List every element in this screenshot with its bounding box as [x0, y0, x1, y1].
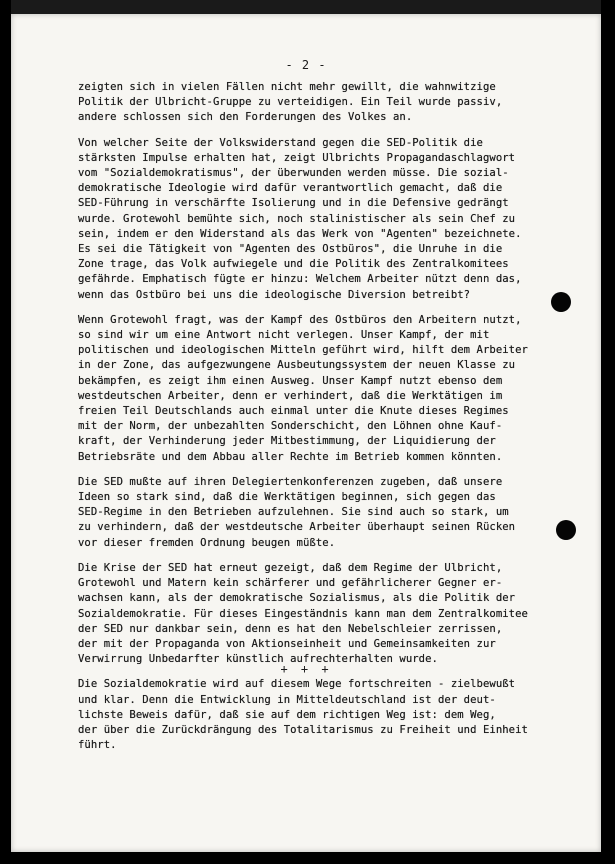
text-line: mit der Norm, der unbezahlten Sonderschicht, den Löhnen ohne Kauf- [78, 420, 503, 433]
text-line: der SED nur dankbar sein, denn es hat den Nebelschleier zerrissen, [78, 622, 503, 635]
paragraph [78, 80, 578, 126]
text-line: gefährde. Emphatisch fügte er hinzu: Welchem Arbeiter nützt denn das, [78, 273, 522, 286]
paragraph [78, 136, 578, 303]
text-line: Von welcher Seite der Volkswiderstand gegen die SED-Politik die [78, 136, 483, 149]
text-line: Zone trage, das Volk aufwiegele und die Politik des Zentralkomitees [78, 258, 509, 271]
text-line: wachsen kann, als der demokratische Sozialismus, als die Politik der [78, 592, 516, 605]
text-line: zu verhindern, daß der westdeutsche Arbeiter überhaupt seinen Rücken [78, 521, 516, 534]
scan-border-left [0, 0, 11, 864]
document-body [78, 80, 578, 763]
text-line: vom "Sozialdemokratismus", der überwunden werden müsse. Die sozial- [78, 167, 509, 180]
text-line: lichste Beweis dafür, daß sie auf dem richtigen Weg ist: dem Weg, [78, 708, 496, 721]
text-line: politischen und ideologischen Mitteln geführt wird, hilft dem Arbeiter [78, 344, 528, 357]
text-line: andere schlossen sich den Forderungen des Volkes an. [78, 111, 413, 124]
text-line: freien Teil Deutschlands auch einmal unter die Knute dieses Regimes [78, 405, 509, 418]
text-line: wurde. Grotewohl bemühte sich, noch stalinistischer als sein Chef zu [78, 212, 516, 225]
text-line: Sozialdemokratie. Für dieses Eingeständnis kann man dem Zentralkomitee [78, 607, 528, 620]
text-line: bekämpfen, es zeigt ihm einen Ausweg. Unser Kampf nutzt ebenso dem [78, 374, 503, 387]
text-line: Grotewohl und Matern kein schärferer und gefährlicherer Gegner er- [78, 577, 503, 590]
text-line: Betriebsräte und dem Abbau aller Rechte im Betrieb kommen könnten. [78, 450, 503, 463]
text-line: Es sei die Tätigkeit von "Agenten des Ostbüros", die Unruhe in die [78, 243, 503, 256]
text-line: westdeutschen Arbeiter, denn er verhindert, daß die Werktätigen im [78, 389, 503, 402]
text-line: wenn das Ostbüro bei uns die ideologische Diversion betreibt? [78, 288, 471, 301]
text-line: Die Krise der SED hat erneut gezeigt, daß dem Regime der Ulbricht, [78, 561, 503, 574]
paragraph [78, 475, 578, 551]
text-line: stärksten Impulse erhalten hat, zeigt Ulbrichts Propagandaschlagwort [78, 151, 516, 164]
punch-hole-icon [551, 292, 571, 312]
text-line: kraft, der Verhinderung jeder Mitbestimmung, der Liquidierung der [78, 435, 496, 448]
document-page [11, 14, 601, 852]
text-line: der mit der Propaganda von Aktionseinheit und Gemeinsamkeiten zur [78, 637, 496, 650]
text-line: Ideen so stark sind, daß die Werktätigen beginnen, sich gegen das [78, 491, 496, 504]
scan-border-right [601, 0, 615, 864]
text-line: vor dieser fremden Ordnung beugen müßte. [78, 536, 336, 549]
text-line: SED-Regime in den Betrieben aufzulehnen. Sie sind auch so stark, um [78, 506, 509, 519]
text-line: Wenn Grotewohl fragt, was der Kampf des Ostbüros den Arbeitern nutzt, [78, 313, 522, 326]
text-line: demokratische Ideologie wird dafür verantwortlich gemacht, daß die [78, 182, 503, 195]
paragraph [78, 561, 578, 667]
text-line: Die SED mußte auf ihren Delegiertenkonferenzen zugeben, daß unsere [78, 475, 503, 488]
end-separator: + + + [280, 662, 332, 676]
text-line: und klar. Denn die Entwicklung in Mitteldeutschland ist der deut- [78, 693, 496, 706]
text-line: SED-Führung in verschärfte Isolierung und in die Defensive gedrängt [78, 197, 509, 210]
text-line: zeigten sich in vielen Fällen nicht mehr gewillt, die wahnwitzige [78, 81, 496, 93]
scan-border-bottom [0, 852, 615, 864]
text-line: Verwirrung Unbedarfter künstlich aufrechterhalten wurde. [78, 653, 438, 666]
text-line: in der Zone, das aufgezwungene Ausbeutungssystem der neuen Klasse zu [78, 359, 516, 372]
text-line: führt. [78, 739, 117, 752]
paragraph [78, 677, 578, 753]
text-line: so sind wir um eine Antwort nicht verlegen. Unser Kampf, der mit [78, 329, 490, 342]
text-line: der über die Zurückdrängung des Totalitarismus zu Freiheit und Einheit [78, 723, 528, 736]
text-line: sein, indem er den Widerstand als das Werk von "Agenten" bezeichnete. [78, 227, 522, 240]
page-number: - 2 - [285, 58, 327, 72]
punch-hole-icon [556, 520, 576, 540]
paragraph [78, 313, 578, 465]
text-line: Politik der Ulbricht-Gruppe zu verteidigen. Ein Teil wurde passiv, [78, 96, 503, 109]
text-line: Die Sozialdemokratie wird auf diesem Wege fortschreiten - zielbewußt [78, 678, 516, 691]
